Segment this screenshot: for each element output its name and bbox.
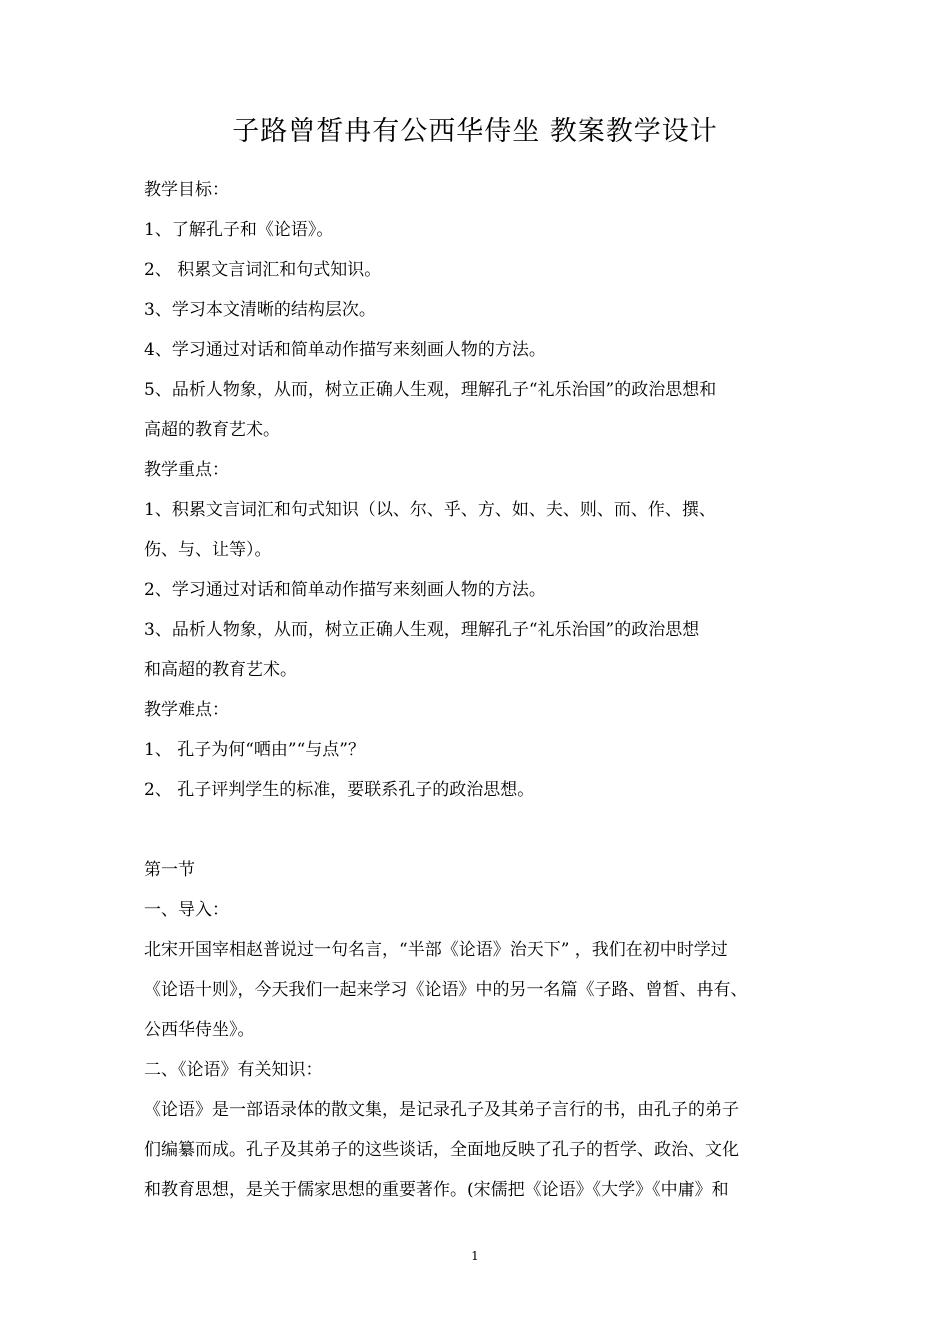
text-line: 2、 孔子评判学生的标准，要联系孔子的政治思想。 [144, 780, 535, 800]
text-line: 公西华侍坐》。 [144, 1020, 255, 1040]
text-line: 5、品析人物象，从而，树立正确人生观，理解孔子“礼乐治国”的政治思想和 [144, 380, 717, 400]
text-line: 3、品析人物象，从而，树立正确人生观，理解孔子“礼乐治国”的政治思想 [144, 620, 700, 640]
text-line: 和高超的教育艺术。 [144, 660, 297, 680]
text-line: 2、学习通过对话和简单动作描写来刻画人物的方法。 [144, 580, 546, 600]
text-line: 《论语》是一部语录体的散文集，是记录孔子及其弟子言行的书，由孔子的弟子 [144, 1100, 739, 1120]
text-line: 二、《论语》有关知识： [144, 1060, 323, 1080]
text-line: 《论语十则》，今天我们一起来学习《论语》中的另一名篇《子路、曾皙、冉有、 [144, 980, 748, 1000]
text-line: 北宋开国宰相赵普说过一句名言，“半部《论语》治天下” ，我们在初中时学过 [144, 940, 728, 960]
section-heading: 第一节 [144, 860, 195, 880]
page-title: 子路曾皙冉有公西华侍坐 教案教学设计 [232, 116, 718, 147]
page-number: 1 [471, 1249, 479, 1263]
text-line: 教学难点： [144, 700, 229, 720]
text-line: 和教育思想，是关于儒家思想的重要著作。(宋儒把《论语》《大学》《中庸》和 [144, 1180, 729, 1200]
text-line: 3、学习本文清晰的结构层次。 [144, 300, 376, 320]
text-line: 1、了解孔子和《论语》。 [144, 220, 334, 240]
text-line: 们编纂而成。孔子及其弟子的这些谈话，全面地反映了孔子的哲学、政治、文化 [144, 1140, 739, 1160]
text-line: 1、积累文言词汇和句式知识（以、尔、乎、方、如、夫、则、而、作、撰、 [144, 500, 716, 520]
text-line: 教学重点： [144, 460, 229, 480]
text-line: 4、学习通过对话和简单动作描写来刻画人物的方法。 [144, 340, 546, 360]
text-line: 教学目标： [144, 180, 229, 200]
text-line: 高超的教育艺术。 [144, 420, 280, 440]
text-line: 1、 孔子为何“哂由”“与点”？ [144, 740, 365, 760]
text-line: 2、 积累文言词汇和句式知识。 [144, 260, 382, 280]
text-line: 伤、与、让等）。 [144, 540, 272, 560]
text-line: 一、导入： [144, 900, 229, 920]
